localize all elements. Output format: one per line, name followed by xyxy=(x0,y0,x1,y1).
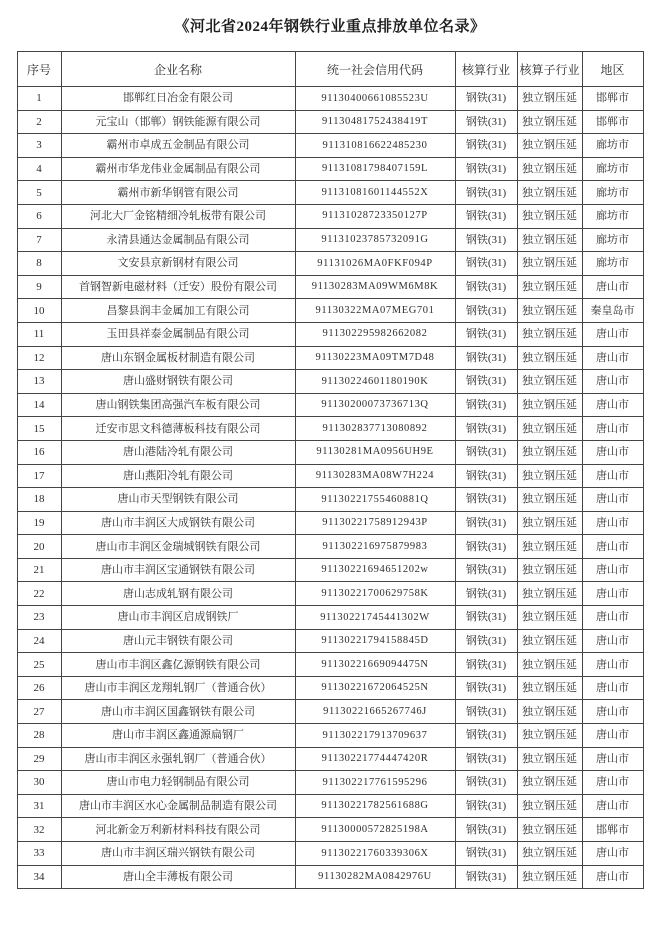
company-name-cell: 唐山市丰润区启成钢铁厂 xyxy=(61,606,295,630)
industry-cell: 钢铁(31) xyxy=(455,346,517,370)
credit-code-cell: 91131026MA0FKF094P xyxy=(295,252,455,276)
serial-cell: 17 xyxy=(17,464,61,488)
serial-cell: 4 xyxy=(17,157,61,181)
serial-cell: 18 xyxy=(17,488,61,512)
sub-industry-cell: 独立钢压延 xyxy=(517,157,582,181)
table-row xyxy=(17,393,643,417)
sub-industry-cell: 独立钢压延 xyxy=(517,794,582,818)
company-name-cell: 唐山元丰钢铁有限公司 xyxy=(61,629,295,653)
company-name-cell: 唐山市丰润区鑫通源扁钢厂 xyxy=(61,724,295,748)
table-row xyxy=(17,700,643,724)
serial-cell: 34 xyxy=(17,865,61,889)
credit-code-cell: 911302216975879983 xyxy=(295,535,455,559)
sub-industry-cell: 独立钢压延 xyxy=(517,606,582,630)
credit-code-cell: 91130221700629758K xyxy=(295,582,455,606)
region-cell: 唐山市 xyxy=(582,629,643,653)
region-cell: 唐山市 xyxy=(582,275,643,299)
region-cell: 邯郸市 xyxy=(582,110,643,134)
region-cell: 唐山市 xyxy=(582,865,643,889)
sub-industry-cell: 独立钢压延 xyxy=(517,818,582,842)
company-name-cell: 霸州市卓成五金制品有限公司 xyxy=(61,134,295,158)
region-cell: 唐山市 xyxy=(582,558,643,582)
region-cell: 唐山市 xyxy=(582,747,643,771)
serial-cell: 1 xyxy=(17,87,61,111)
company-name-cell: 唐山市丰润区水心金属制品制造有限公司 xyxy=(61,794,295,818)
table-row xyxy=(17,157,643,181)
credit-code-cell: 91130221782561688G xyxy=(295,794,455,818)
table-row xyxy=(17,204,643,228)
credit-code-cell: 91130481752438419T xyxy=(295,110,455,134)
sub-industry-cell: 独立钢压延 xyxy=(517,511,582,535)
company-name-cell: 迁安市思文科德薄板科技有限公司 xyxy=(61,417,295,441)
serial-cell: 29 xyxy=(17,747,61,771)
credit-code-cell: 91130221794158845D xyxy=(295,629,455,653)
table-row xyxy=(17,629,643,653)
industry-cell: 钢铁(31) xyxy=(455,440,517,464)
company-name-cell: 唐山市丰润区宝通钢铁有限公司 xyxy=(61,558,295,582)
industry-cell: 钢铁(31) xyxy=(455,322,517,346)
sub-industry-cell: 独立钢压延 xyxy=(517,464,582,488)
table-row xyxy=(17,676,643,700)
industry-cell: 钢铁(31) xyxy=(455,417,517,441)
serial-cell: 11 xyxy=(17,322,61,346)
region-cell: 唐山市 xyxy=(582,653,643,677)
serial-cell: 8 xyxy=(17,252,61,276)
industry-cell: 钢铁(31) xyxy=(455,676,517,700)
credit-code-cell: 91131081798407159L xyxy=(295,157,455,181)
sub-industry-cell: 独立钢压延 xyxy=(517,440,582,464)
company-name-cell: 首钢智新电磁材料（迁安）股份有限公司 xyxy=(61,275,295,299)
company-name-cell: 唐山市丰润区龙翔轧钢厂（普通合伙） xyxy=(61,676,295,700)
credit-code-cell: 91131081601144552X xyxy=(295,181,455,205)
industry-cell: 钢铁(31) xyxy=(455,181,517,205)
credit-code-cell: 911310816622485230 xyxy=(295,134,455,158)
table-row xyxy=(17,275,643,299)
company-name-cell: 文安县京新钢材有限公司 xyxy=(61,252,295,276)
serial-cell: 5 xyxy=(17,181,61,205)
region-cell: 唐山市 xyxy=(582,511,643,535)
region-cell: 廊坊市 xyxy=(582,157,643,181)
table-row xyxy=(17,134,643,158)
serial-cell: 25 xyxy=(17,653,61,677)
table-header-row xyxy=(17,52,643,87)
company-name-cell: 邯郸红日冶金有限公司 xyxy=(61,87,295,111)
industry-cell: 钢铁(31) xyxy=(455,204,517,228)
table-row xyxy=(17,606,643,630)
credit-code-cell: 911302217913709637 xyxy=(295,724,455,748)
serial-cell: 26 xyxy=(17,676,61,700)
company-name-cell: 霸州市新华钢管有限公司 xyxy=(61,181,295,205)
region-cell: 唐山市 xyxy=(582,322,643,346)
column-header-credit-code: 统一社会信用代码 xyxy=(295,52,455,87)
column-header-serial: 序号 xyxy=(17,52,61,87)
credit-code-cell: 91130223MA09TM7D48 xyxy=(295,346,455,370)
region-cell: 唐山市 xyxy=(582,842,643,866)
table-row xyxy=(17,299,643,323)
serial-cell: 21 xyxy=(17,558,61,582)
region-cell: 唐山市 xyxy=(582,440,643,464)
industry-cell: 钢铁(31) xyxy=(455,511,517,535)
credit-code-cell: 91130221665267746J xyxy=(295,700,455,724)
serial-cell: 28 xyxy=(17,724,61,748)
serial-cell: 12 xyxy=(17,346,61,370)
emission-units-table xyxy=(17,51,644,889)
credit-code-cell: 91130221745441302W xyxy=(295,606,455,630)
region-cell: 廊坊市 xyxy=(582,134,643,158)
sub-industry-cell: 独立钢压延 xyxy=(517,252,582,276)
sub-industry-cell: 独立钢压延 xyxy=(517,629,582,653)
serial-cell: 31 xyxy=(17,794,61,818)
industry-cell: 钢铁(31) xyxy=(455,747,517,771)
table-row xyxy=(17,440,643,464)
table-row xyxy=(17,724,643,748)
serial-cell: 19 xyxy=(17,511,61,535)
industry-cell: 钢铁(31) xyxy=(455,252,517,276)
company-name-cell: 唐山市丰润区大成钢铁有限公司 xyxy=(61,511,295,535)
serial-cell: 33 xyxy=(17,842,61,866)
table-row xyxy=(17,747,643,771)
sub-industry-cell: 独立钢压延 xyxy=(517,370,582,394)
table-row xyxy=(17,818,643,842)
region-cell: 唐山市 xyxy=(582,771,643,795)
sub-industry-cell: 独立钢压延 xyxy=(517,134,582,158)
sub-industry-cell: 独立钢压延 xyxy=(517,676,582,700)
credit-code-cell: 91130322MA07MEG701 xyxy=(295,299,455,323)
industry-cell: 钢铁(31) xyxy=(455,724,517,748)
industry-cell: 钢铁(31) xyxy=(455,582,517,606)
region-cell: 唐山市 xyxy=(582,700,643,724)
credit-code-cell: 91131023785732091G xyxy=(295,228,455,252)
credit-code-cell: 91130221672064525N xyxy=(295,676,455,700)
region-cell: 唐山市 xyxy=(582,794,643,818)
industry-cell: 钢铁(31) xyxy=(455,535,517,559)
sub-industry-cell: 独立钢压延 xyxy=(517,417,582,441)
region-cell: 廊坊市 xyxy=(582,181,643,205)
table-row xyxy=(17,252,643,276)
table-row xyxy=(17,417,643,441)
industry-cell: 钢铁(31) xyxy=(455,818,517,842)
industry-cell: 钢铁(31) xyxy=(455,157,517,181)
industry-cell: 钢铁(31) xyxy=(455,629,517,653)
region-cell: 唐山市 xyxy=(582,676,643,700)
sub-industry-cell: 独立钢压延 xyxy=(517,771,582,795)
company-name-cell: 唐山港陆冷轧有限公司 xyxy=(61,440,295,464)
company-name-cell: 唐山志成轧钢有限公司 xyxy=(61,582,295,606)
credit-code-cell: 91130281MA0956UH9E xyxy=(295,440,455,464)
industry-cell: 钢铁(31) xyxy=(455,794,517,818)
table-row xyxy=(17,794,643,818)
serial-cell: 13 xyxy=(17,370,61,394)
credit-code-cell: 911302837713080892 xyxy=(295,417,455,441)
table-row xyxy=(17,771,643,795)
region-cell: 邯郸市 xyxy=(582,87,643,111)
table-row xyxy=(17,370,643,394)
region-cell: 唐山市 xyxy=(582,370,643,394)
table-row xyxy=(17,228,643,252)
credit-code-cell: 91130221755460881Q xyxy=(295,488,455,512)
table-row xyxy=(17,346,643,370)
company-name-cell: 唐山东钢金属板材制造有限公司 xyxy=(61,346,295,370)
industry-cell: 钢铁(31) xyxy=(455,700,517,724)
serial-cell: 9 xyxy=(17,275,61,299)
credit-code-cell: 91130283MA08W7H224 xyxy=(295,464,455,488)
industry-cell: 钢铁(31) xyxy=(455,110,517,134)
industry-cell: 钢铁(31) xyxy=(455,299,517,323)
sub-industry-cell: 独立钢压延 xyxy=(517,393,582,417)
company-name-cell: 唐山市电力轻钢制品有限公司 xyxy=(61,771,295,795)
company-name-cell: 唐山燕阳冷轧有限公司 xyxy=(61,464,295,488)
company-name-cell: 唐山市丰润区国鑫钢铁有限公司 xyxy=(61,700,295,724)
industry-cell: 钢铁(31) xyxy=(455,87,517,111)
credit-code-cell: 91131028723350127P xyxy=(295,204,455,228)
sub-industry-cell: 独立钢压延 xyxy=(517,724,582,748)
industry-cell: 钢铁(31) xyxy=(455,275,517,299)
sub-industry-cell: 独立钢压延 xyxy=(517,110,582,134)
industry-cell: 钢铁(31) xyxy=(455,228,517,252)
table-row xyxy=(17,87,643,111)
credit-code-cell: 911302295982662082 xyxy=(295,322,455,346)
region-cell: 唐山市 xyxy=(582,464,643,488)
table-row xyxy=(17,110,643,134)
industry-cell: 钢铁(31) xyxy=(455,558,517,582)
region-cell: 唐山市 xyxy=(582,346,643,370)
industry-cell: 钢铁(31) xyxy=(455,464,517,488)
sub-industry-cell: 独立钢压延 xyxy=(517,322,582,346)
serial-cell: 20 xyxy=(17,535,61,559)
table-row xyxy=(17,842,643,866)
serial-cell: 16 xyxy=(17,440,61,464)
table-row xyxy=(17,558,643,582)
company-name-cell: 唐山市丰润区永强轧钢厂（普通合伙） xyxy=(61,747,295,771)
industry-cell: 钢铁(31) xyxy=(455,653,517,677)
sub-industry-cell: 独立钢压延 xyxy=(517,299,582,323)
credit-code-cell: 91130200073736713Q xyxy=(295,393,455,417)
column-header-industry: 核算行业 xyxy=(455,52,517,87)
company-name-cell: 霸州市华龙伟业金属制品有限公司 xyxy=(61,157,295,181)
serial-cell: 2 xyxy=(17,110,61,134)
region-cell: 邯郸市 xyxy=(582,818,643,842)
serial-cell: 14 xyxy=(17,393,61,417)
sub-industry-cell: 独立钢压延 xyxy=(517,204,582,228)
sub-industry-cell: 独立钢压延 xyxy=(517,535,582,559)
sub-industry-cell: 独立钢压延 xyxy=(517,865,582,889)
column-header-sub-industry: 核算子行业 xyxy=(517,52,582,87)
table-row xyxy=(17,653,643,677)
industry-cell: 钢铁(31) xyxy=(455,393,517,417)
company-name-cell: 唐山盛财钢铁有限公司 xyxy=(61,370,295,394)
credit-code-cell: 91130221760339306X xyxy=(295,842,455,866)
company-name-cell: 河北新金万利新材料科技有限公司 xyxy=(61,818,295,842)
region-cell: 唐山市 xyxy=(582,582,643,606)
table-row xyxy=(17,865,643,889)
sub-industry-cell: 独立钢压延 xyxy=(517,488,582,512)
sub-industry-cell: 独立钢压延 xyxy=(517,747,582,771)
sub-industry-cell: 独立钢压延 xyxy=(517,87,582,111)
sub-industry-cell: 独立钢压延 xyxy=(517,653,582,677)
credit-code-cell: 91130000572825198A xyxy=(295,818,455,842)
company-name-cell: 河北大厂金铭精细冷轧板带有限公司 xyxy=(61,204,295,228)
credit-code-cell: 91130400661085523U xyxy=(295,87,455,111)
column-header-region: 地区 xyxy=(582,52,643,87)
serial-cell: 22 xyxy=(17,582,61,606)
credit-code-cell: 91130221694651202w xyxy=(295,558,455,582)
credit-code-cell: 91130282MA0842976U xyxy=(295,865,455,889)
table-row xyxy=(17,511,643,535)
table-row xyxy=(17,582,643,606)
company-name-cell: 玉田县祥泰金属制品有限公司 xyxy=(61,322,295,346)
serial-cell: 3 xyxy=(17,134,61,158)
industry-cell: 钢铁(31) xyxy=(455,134,517,158)
credit-code-cell: 91130224601180190K xyxy=(295,370,455,394)
company-name-cell: 唐山钢铁集团高强汽车板有限公司 xyxy=(61,393,295,417)
credit-code-cell: 911302217761595296 xyxy=(295,771,455,795)
region-cell: 唐山市 xyxy=(582,724,643,748)
region-cell: 唐山市 xyxy=(582,535,643,559)
column-header-company-name: 企业名称 xyxy=(61,52,295,87)
company-name-cell: 唐山市天型钢铁有限公司 xyxy=(61,488,295,512)
table-row xyxy=(17,464,643,488)
credit-code-cell: 91130221758912943P xyxy=(295,511,455,535)
sub-industry-cell: 独立钢压延 xyxy=(517,275,582,299)
table-row xyxy=(17,488,643,512)
company-name-cell: 唐山市丰润区瑞兴钢铁有限公司 xyxy=(61,842,295,866)
credit-code-cell: 91130221774447420R xyxy=(295,747,455,771)
sub-industry-cell: 独立钢压延 xyxy=(517,582,582,606)
document-title: 《河北省2024年钢铁行业重点排放单位名录》 xyxy=(174,19,486,35)
sub-industry-cell: 独立钢压延 xyxy=(517,842,582,866)
sub-industry-cell: 独立钢压延 xyxy=(517,700,582,724)
company-name-cell: 唐山全丰薄板有限公司 xyxy=(61,865,295,889)
industry-cell: 钢铁(31) xyxy=(455,842,517,866)
company-name-cell: 唐山市丰润区鑫亿源钢铁有限公司 xyxy=(61,653,295,677)
company-name-cell: 元宝山（邯郸）钢铁能源有限公司 xyxy=(61,110,295,134)
company-name-cell: 昌黎县润丰金属加工有限公司 xyxy=(61,299,295,323)
credit-code-cell: 91130283MA09WM6M8K xyxy=(295,275,455,299)
region-cell: 唐山市 xyxy=(582,488,643,512)
company-name-cell: 唐山市丰润区金瑞城钢铁有限公司 xyxy=(61,535,295,559)
company-name-cell: 永清县通达金属制品有限公司 xyxy=(61,228,295,252)
serial-cell: 6 xyxy=(17,204,61,228)
industry-cell: 钢铁(31) xyxy=(455,771,517,795)
serial-cell: 30 xyxy=(17,771,61,795)
sub-industry-cell: 独立钢压延 xyxy=(517,558,582,582)
region-cell: 唐山市 xyxy=(582,606,643,630)
serial-cell: 32 xyxy=(17,818,61,842)
serial-cell: 10 xyxy=(17,299,61,323)
table-row xyxy=(17,181,643,205)
serial-cell: 15 xyxy=(17,417,61,441)
serial-cell: 27 xyxy=(17,700,61,724)
region-cell: 唐山市 xyxy=(582,417,643,441)
credit-code-cell: 91130221669094475N xyxy=(295,653,455,677)
region-cell: 廊坊市 xyxy=(582,252,643,276)
serial-cell: 7 xyxy=(17,228,61,252)
industry-cell: 钢铁(31) xyxy=(455,488,517,512)
table-row xyxy=(17,322,643,346)
serial-cell: 24 xyxy=(17,629,61,653)
industry-cell: 钢铁(31) xyxy=(455,606,517,630)
sub-industry-cell: 独立钢压延 xyxy=(517,346,582,370)
sub-industry-cell: 独立钢压延 xyxy=(517,181,582,205)
region-cell: 廊坊市 xyxy=(582,228,643,252)
industry-cell: 钢铁(31) xyxy=(455,370,517,394)
industry-cell: 钢铁(31) xyxy=(455,865,517,889)
table-row xyxy=(17,535,643,559)
region-cell: 秦皇岛市 xyxy=(582,299,643,323)
region-cell: 廊坊市 xyxy=(582,204,643,228)
region-cell: 唐山市 xyxy=(582,393,643,417)
sub-industry-cell: 独立钢压延 xyxy=(517,228,582,252)
serial-cell: 23 xyxy=(17,606,61,630)
